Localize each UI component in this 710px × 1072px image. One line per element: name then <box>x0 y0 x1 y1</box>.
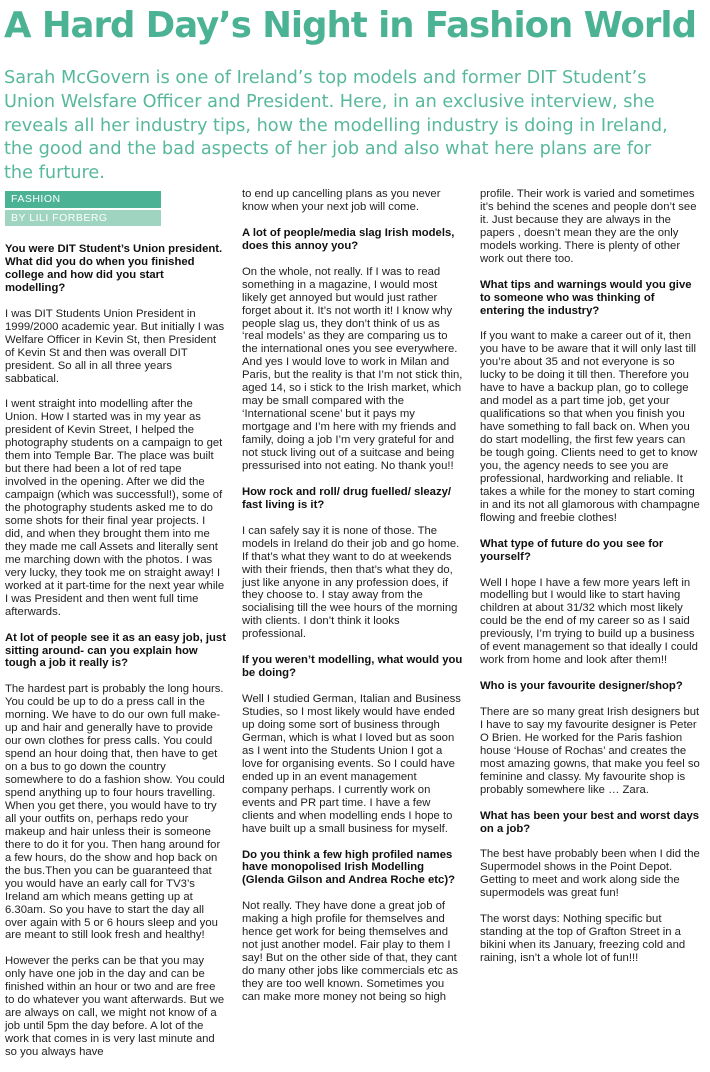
interview-question: If you weren’t modelling, what would you be doing? <box>242 654 463 680</box>
interview-answer: On the whole, not really. If I was to read something in a magazine, I would most likely get annoyed but would just rather forget about it. It’s not worth it! I know why people slag us, they don’t think of us as ‘real models’ as they are comparing us to the international ones you see everywhere. And yes I would love to work in Milan and Paris, but the reality is that I’m not stick thin, aged 14, so i stick to the Irish market, which may be small compared with the ‘International scene’ but it pays my mortgage and I’m here with my friends and family, doing a job I’m very grateful for and not stuck living out of a suitcase and being pressurised into not eating. No thank you!! <box>242 265 463 472</box>
interview-question: You were DIT Student’s Union president. What did you do when you finished college and how did you start modelling? <box>5 243 223 294</box>
article-standfirst: Sarah McGovern is one of Ireland’s top models and former DIT Student’s Union Welsfare Officer and President. Here, in an exclusive interview, she reveals all her industry tips, how the modelling industry is doing in Ireland, the good and the bad aspects of her job and also what here plans are for the furture. <box>4 68 668 184</box>
interview-question: What has been your best and worst days on a job? <box>480 809 700 835</box>
interview-answer: The worst days: Nothing specific but standing at the top of Grafton Street in a bikini when its January, freezing cold and raining, isn’t a whole lot of fun!!! <box>480 913 686 965</box>
interview-question: At lot of people see it as an easy job, just sitting around- can you explain how tough a job it really is? <box>5 631 226 670</box>
interview-answer: The best have probably been when I did the Supermodel shows in the Point Depot. Getting to meet and work along side the supermodels was great fun! <box>480 848 700 900</box>
column-body <box>242 188 463 1004</box>
interview-question: What type of future do you see for yourself? <box>480 537 664 563</box>
interview-answer: I can safely say it is none of those. The models in Ireland do their job and go home. If that’s what they want to do at weekends with their friends, then that’s what they do, just like anyone in any profession does, if they choose to. I stay away from the socialising till the wee hours of the morning with clients. I don’t think it looks professional. <box>242 524 460 641</box>
interview-answer: Well I hope I have a few more years left in modelling but I would like to start having children at about 31/32 which most likely could be the end of my career so as I said previously, I’m trying to build up a business of event management so that ideally I could work from home and look after them!! <box>480 576 698 667</box>
column-body <box>5 243 226 1059</box>
article-title: A Hard Day’s Night in Fashion World <box>4 5 697 46</box>
column-body <box>480 188 701 965</box>
article-byline: BY LILI FORBERG <box>5 210 161 226</box>
interview-answer: The hardest part is probably the long hours. You could be up to do a press call in the morning. We have to do our own full make-up and hair and generally have to provide our own clothes for press calls. You could spend an hour doing that, then have to get on a bus to go down the country somewhere to do a fashion show. You could spend anything up to four hours travelling. When you get there, you would have to try all your outfits on, perhaps redo your makeup and hair unless their is someone there to do it for you. Then hang around for a few hours, do the show and hop back on the bus.Then you can be guaranteed that you would have an early call for TV3’s Ireland am which means getting up at 6.30am. So you have to start the day all over again with 5 or 6 hours sleep and you are meant to still look fresh and healthy! <box>5 683 225 942</box>
interview-question: Do you think a few high profiled names have monopolised Irish Modelling (Glenda Gilson and Andrea Roche etc)? <box>242 848 455 887</box>
interview-question: Who is your favourite designer/shop? <box>480 680 683 693</box>
interview-question: What tips and warnings would you give to someone who was thinking of entering the industry? <box>480 278 692 317</box>
interview-answer: However the perks can be that you may only have one job in the day and can be finished within an hour or two and are free to do whatever you want afterwards. But we are always on call, we might not know of a job until 5pm the day before. A lot of the work that comes in is very last minute and so you always have <box>5 955 225 1059</box>
article-column-2 <box>242 188 463 1017</box>
interview-question: How rock and roll/ drug fuelled/ sleazy/ fast living is it? <box>242 485 452 511</box>
interview-answer: Well I studied German, Italian and Business Studies, so I most likely would have ended up doing some sort of business through German, which is what I loved but as soon as I went into the Students Union I got a love for organising events. So I could have ended up in an event management company perhaps. I currently work on events and PR part time. I have a few clients and when modelling ends I hope to have built up a small business for myself. <box>242 693 461 835</box>
interview-answer: There are so many great Irish designers but I have to say my favourite designer is Peter O Brien. He worked for the Paris fashion house ‘House of Rochas’ and creates the most amazing gowns, that make you feel so feminine and classy. My favourite shop is probably somewhere like … Zara. <box>480 706 700 796</box>
interview-answer: Not really. They have done a great job of making a high profile for themselves and hence get work for being themselves and not just another model. Fair play to them I say! But on the other side of that, they cant do many other jobs like commercials etc as they are too well known. Sometimes you can make more money not being so high <box>242 900 458 1003</box>
interview-answer: If you want to make a career out of it, then you have to be aware that it will only last till you’re about 35 and not everyone is so lucky to be doing it till then. Therefore you have to have a backup plan, go to college and model as a part time job, get your qualifications so that when you finish you have something to fall back on. When you do start modelling, the first few years can be tough going. Clients need to get to know you, the agency needs to see you are professional, hardworking and reliable. It takes a while for the money to start coming in and its not all glamorous with champagne flowing and freebie clothes! <box>480 330 700 524</box>
interview-answer: to end up cancelling plans as you never know when your next job will come. <box>242 188 441 213</box>
interview-answer: profile. Their work is varied and sometimes it’s behind the scenes and people don’t see it. Just because they are always in the papers , doesn’t mean they are the only models working. There is plenty of other work out there too. <box>480 188 697 265</box>
article-column-1 <box>5 191 226 1072</box>
article-column-3 <box>480 188 701 978</box>
interview-question: A lot of people/media slag Irish models, does this annoy you? <box>242 226 455 252</box>
section-tag: FASHION <box>5 191 161 208</box>
interview-answer: I was DIT Students Union President in 1999/2000 academic year. But initially I was Welfare Officer in Kevin St, then President of Kevin St and then was overall DIT president. So all in all three years sabbatical. <box>5 307 225 385</box>
interview-answer: I went straight into modelling after the Union. How I started was in my year as president of Kevin Street, I helped the photography students on a campaign to get them into Temple Bar. The place was built but there had been a lot of red tape involved in the opening. After we did the campaign (which was successful!), some of the photography students asked me to do some shots for their final year projects. I did, and when they brought them into me they made me call Assets and literally sent me marching down with the photos. I was very lucky, they took me on straight away! I worked at it part-time for the next year while I was President and then went full time afterwards. <box>5 398 225 618</box>
